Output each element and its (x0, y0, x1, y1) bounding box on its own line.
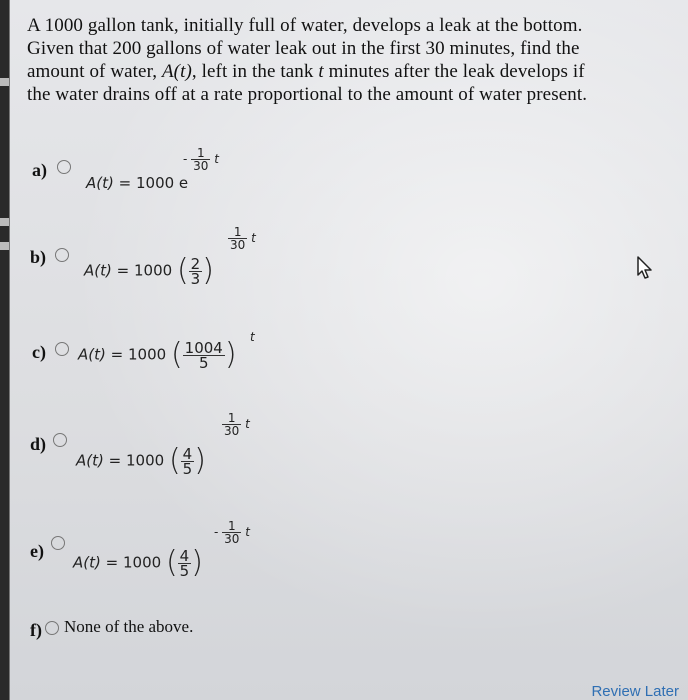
option-c-equation[interactable]: A(t) = 1000 ( $\frac{1004}{5}$ ) (78, 337, 237, 372)
option-e-radio[interactable] (51, 536, 65, 550)
left-window-edge (0, 0, 10, 700)
question-line: A 1000 gallon tank, initially full of water, develops a leak at the bottom. (27, 15, 583, 36)
edge-fragment (0, 78, 9, 86)
option-d-equation[interactable]: A(t) = 1000 ( $\frac{4}{5}$ ) (76, 443, 206, 478)
option-e-label: e) (30, 541, 44, 561)
mouse-cursor-icon (636, 255, 654, 286)
option-d-exponent: $\frac{1}{30}$ t (224, 411, 250, 438)
option-a-exponent: - $\frac{1}{30}$ t (183, 146, 219, 173)
option-b-label: b) (30, 247, 47, 267)
option-c-label: c) (32, 342, 46, 362)
option-c-exponent: t (250, 330, 255, 344)
option-c-radio[interactable] (55, 342, 69, 356)
option-b-radio[interactable] (55, 248, 69, 262)
question-text (27, 14, 672, 106)
option-f-radio[interactable] (45, 621, 59, 635)
edge-fragment (0, 218, 9, 226)
option-a-radio[interactable] (57, 160, 71, 174)
review-later-link[interactable]: Review Later (591, 683, 679, 700)
option-a-equation[interactable]: A(t) = 1000 e (86, 174, 189, 192)
option-d-label: d) (30, 434, 47, 454)
question-line: Given that 200 gallons of water leak out in the first 30 minutes, find the (27, 38, 580, 59)
option-f-text[interactable]: None of the above. (64, 617, 194, 636)
edge-fragment (0, 242, 9, 250)
option-d-radio[interactable] (53, 433, 67, 447)
option-b-exponent: $\frac{1}{30}$ t (230, 225, 256, 252)
question-line: amount of water, A(t), left in the tank t minutes after the leak develops if (27, 61, 585, 82)
option-b-equation[interactable]: A(t) = 1000 ( $\frac{2}{3}$ ) (84, 253, 214, 288)
question-line: the water drains off at a rate proportional to the amount of water present. (27, 84, 588, 105)
option-f-label: f) (30, 620, 42, 640)
option-e-exponent: - $\frac{1}{30}$ t (214, 519, 250, 546)
option-e-equation[interactable]: A(t) = 1000 ( $\frac{4}{5}$ ) (73, 545, 203, 580)
option-a-label: a) (32, 160, 47, 180)
